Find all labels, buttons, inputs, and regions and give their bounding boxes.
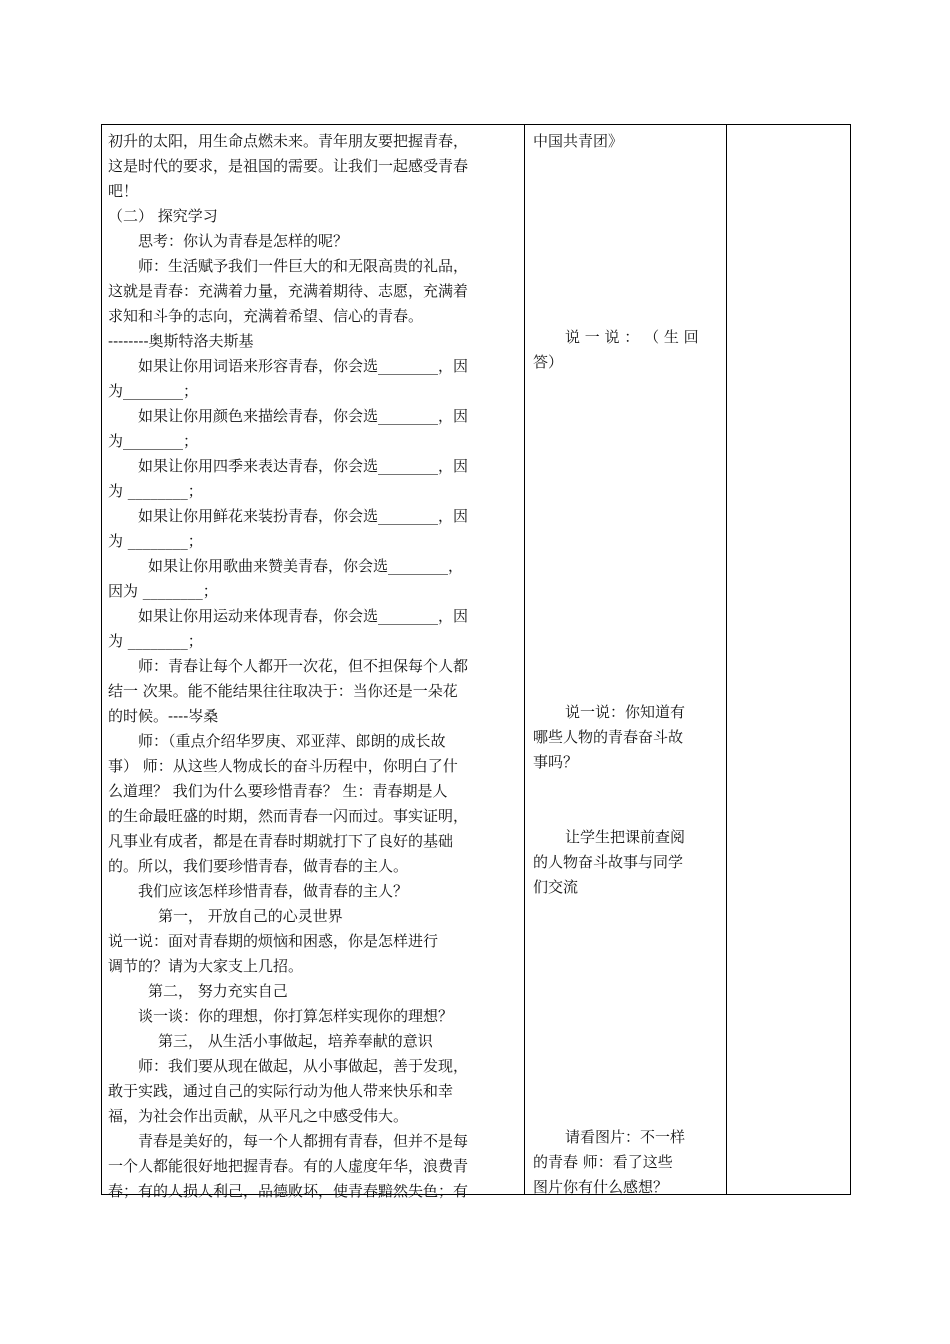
note-block bbox=[533, 1125, 720, 1200]
text-line: （二） 探究学习 bbox=[108, 207, 218, 225]
note-line: 图片你有什么感想？ bbox=[533, 1178, 669, 1196]
text-line: 这就是青春：充满着力量，充满着期待、志愿，充满着 bbox=[108, 282, 469, 300]
note-line: 说 一 说 ： （ 生 回 bbox=[565, 328, 699, 346]
note-block bbox=[533, 700, 720, 775]
note-line: 让学生把课前查阅 bbox=[565, 828, 686, 846]
text-line: 调节的？请为大家支上几招。 bbox=[108, 957, 304, 975]
text-line: 青春是美好的，每一个人都拥有青春，但并不是每 bbox=[138, 1132, 469, 1150]
note-line: 答） bbox=[533, 353, 564, 371]
text-line: 的时候。----岑桑 bbox=[108, 707, 219, 725]
text-line: 事） 师：从这些人物成长的奋斗历程中，你明白了什 bbox=[108, 757, 458, 775]
content-column bbox=[102, 125, 525, 1200]
note-line: 事吗？ bbox=[533, 753, 579, 771]
text-line: 谈一谈：你的理想，你打算怎样实现你的理想？ bbox=[138, 1007, 454, 1025]
text-line: --------奥斯特洛夫斯基 bbox=[108, 332, 254, 350]
lesson-plan-table bbox=[101, 124, 851, 1200]
note-block bbox=[533, 325, 720, 375]
note-line: 们交流 bbox=[533, 878, 579, 896]
text-line: 一个人都能很好地把握青春。有的人虚度年华，浪费青 bbox=[108, 1157, 469, 1175]
text-line: 第一， 开放自己的心灵世界 bbox=[158, 907, 343, 925]
text-line: 第三， 从生活小事做起，培养奉献的意识 bbox=[158, 1032, 433, 1050]
note-line: 中国共青团》 bbox=[533, 132, 624, 150]
text-line: 如果让你用运动来体现青春，你会选________，因 bbox=[138, 607, 469, 625]
text-line: 师：（重点介绍华罗庚、邓亚萍、郎朗的成长故 bbox=[138, 732, 446, 750]
text-line: 如果让你用鲜花来装扮青春，你会选________，因 bbox=[138, 507, 469, 525]
text-line: 春；有的人损人利己，品德败坏，使青春黯然失色；有 bbox=[108, 1182, 469, 1200]
text-line: 的生命最旺盛的时期，然而青春一闪而过。事实证明， bbox=[108, 807, 469, 825]
text-line: 我们应该怎样珍惜青春，做青春的主人？ bbox=[138, 882, 409, 900]
text-line: 思考：你认为青春是怎样的呢？ bbox=[138, 232, 349, 250]
text-line: 师：我们要从现在做起，从小事做起，善于发现， bbox=[138, 1057, 469, 1075]
text-line: 结一 次果。能不能结果往往取决于：当你还是一朵花 bbox=[108, 682, 458, 700]
note-block bbox=[533, 825, 720, 900]
note-line: 的人物奋斗故事与同学 bbox=[533, 853, 684, 871]
text-line: 的。所以，我们要珍惜青春，做青春的主人。 bbox=[108, 857, 409, 875]
note-line: 哪些人物的青春奋斗故 bbox=[533, 728, 684, 746]
text-line: 吧！ bbox=[108, 182, 139, 200]
text-line: 师：生活赋予我们一件巨大的和无限高贵的礼品， bbox=[138, 257, 469, 275]
text-line: 如果让你用词语来形容青春，你会选________，因 bbox=[138, 357, 469, 375]
text-line: 为 ________； bbox=[108, 632, 203, 650]
text-line: 为________； bbox=[108, 432, 199, 450]
text-line: 因为 ________； bbox=[108, 582, 218, 600]
note-block bbox=[533, 129, 720, 154]
text-line: 说一说：面对青春期的烦恼和困惑，你是怎样进行 bbox=[108, 932, 439, 950]
note-line: 请看图片：不一样 bbox=[565, 1128, 686, 1146]
activity-notes-column bbox=[525, 125, 727, 1194]
text-line: 如果让你用颜色来描绘青春，你会选________，因 bbox=[138, 407, 469, 425]
text-line: 师：青春让每个人都开一次花，但不担保每个人都 bbox=[138, 657, 469, 675]
remarks-column bbox=[727, 125, 851, 1194]
text-line: 第二， 努力充实自己 bbox=[148, 982, 288, 1000]
text-line: 如果让你用歌曲来赞美青春，你会选________， bbox=[148, 557, 464, 575]
note-line: 的青春 师：看了这些 bbox=[533, 1153, 673, 1171]
note-line: 说一说：你知道有 bbox=[565, 703, 686, 721]
text-line: 为 ________； bbox=[108, 482, 203, 500]
text-line: 初升的太阳，用生命点燃未来。青年朋友要把握青春， bbox=[108, 132, 469, 150]
text-line: 为________； bbox=[108, 382, 199, 400]
text-line: 求知和斗争的志向，充满着希望、信心的青春。 bbox=[108, 307, 424, 325]
text-line: 敢于实践，通过自己的实际行动为他人带来快乐和幸 bbox=[108, 1082, 454, 1100]
text-line: 为 ________； bbox=[108, 532, 203, 550]
text-line: 凡事业有成者，都是在青春时期就打下了良好的基础 bbox=[108, 832, 454, 850]
text-line: 福，为社会作出贡献，从平凡之中感受伟大。 bbox=[108, 1107, 409, 1125]
text-line: 么道理？ 我们为什么要珍惜青春？ 生：青春期是人 bbox=[108, 782, 448, 800]
text-line: 如果让你用四季来表达青春，你会选________，因 bbox=[138, 457, 469, 475]
text-line: 这是时代的要求，是祖国的需要。让我们一起感受青春 bbox=[108, 157, 469, 175]
